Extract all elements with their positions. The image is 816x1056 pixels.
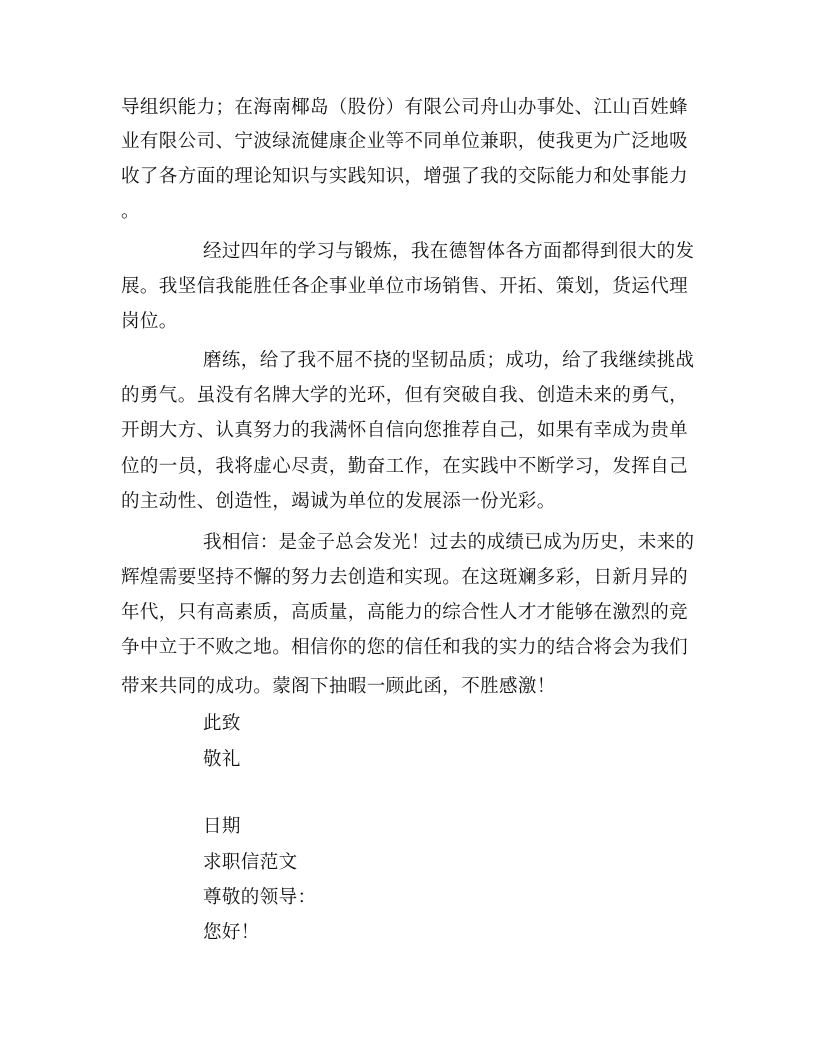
paragraph-3-line-3: 开朗大方、认真努力的我满怀自信向您推荐自己，如果有幸成为贵单 [121,420,689,441]
paragraph-1-line-3: 收了各方面的理论知识与实践知识，增强了我的交际能力和处事能力 [121,166,689,187]
paragraph-3-line-1: 磨练，给了我不屈不挠的坚韧品质；成功，给了我继续挑战 [203,350,695,371]
paragraph-4-line-2: 辉煌需要坚持不懈的努力去创造和实现。在这斑斓多彩，日新月异的 [121,567,689,588]
paragraph-3-line-2: 的勇气。虽没有名牌大学的光环，但有突破自我、创造未来的勇气， [121,385,689,406]
next-letter-salutation: 尊敬的领导： [203,887,317,908]
paragraph-4-line-5: 带来共同的成功。蒙阁下抽暇一顾此函，不胜感激！ [121,676,556,697]
paragraph-2-line-3: 岗位。 [121,311,178,332]
closing-line-2: 敬礼 [203,749,241,770]
paragraph-1-line-2: 业有限公司、宁波绿流健康企业等不同单位兼职，使我更为广泛地吸 [121,131,689,152]
date-label: 日期 [203,816,241,837]
paragraph-1-line-4: 。 [121,201,140,222]
paragraph-1-line-1: 导组织能力；在海南椰岛（股份）有限公司舟山办事处、江山百姓蜂 [121,97,689,118]
paragraph-4-line-3: 年代，只有高素质，高质量，高能力的综合性人才才能够在激烈的竞 [121,602,689,623]
paragraph-2-line-2: 展。我坚信我能胜任各企事业单位市场销售、开拓、策划，货运代理 [121,276,689,297]
next-letter-greeting: 您好！ [203,922,260,943]
paragraph-2-line-1: 经过四年的学习与锻炼，我在德智体各方面都得到很大的发 [203,241,695,262]
paragraph-3-line-5: 的主动性、创造性，竭诚为单位的发展添一份光彩。 [121,491,556,512]
paragraph-4-line-1: 我相信：是金子总会发光！过去的成绩已成为历史，未来的 [203,532,695,553]
next-letter-title: 求职信范文 [203,852,298,873]
closing-line-1: 此致 [203,713,241,734]
paragraph-3-line-4: 位的一员，我将虚心尽责，勤奋工作，在实践中不断学习，发挥自己 [121,456,689,477]
paragraph-4-line-4: 争中立于不败之地。相信你的您的信任和我的实力的结合将会为我们 [121,637,689,658]
